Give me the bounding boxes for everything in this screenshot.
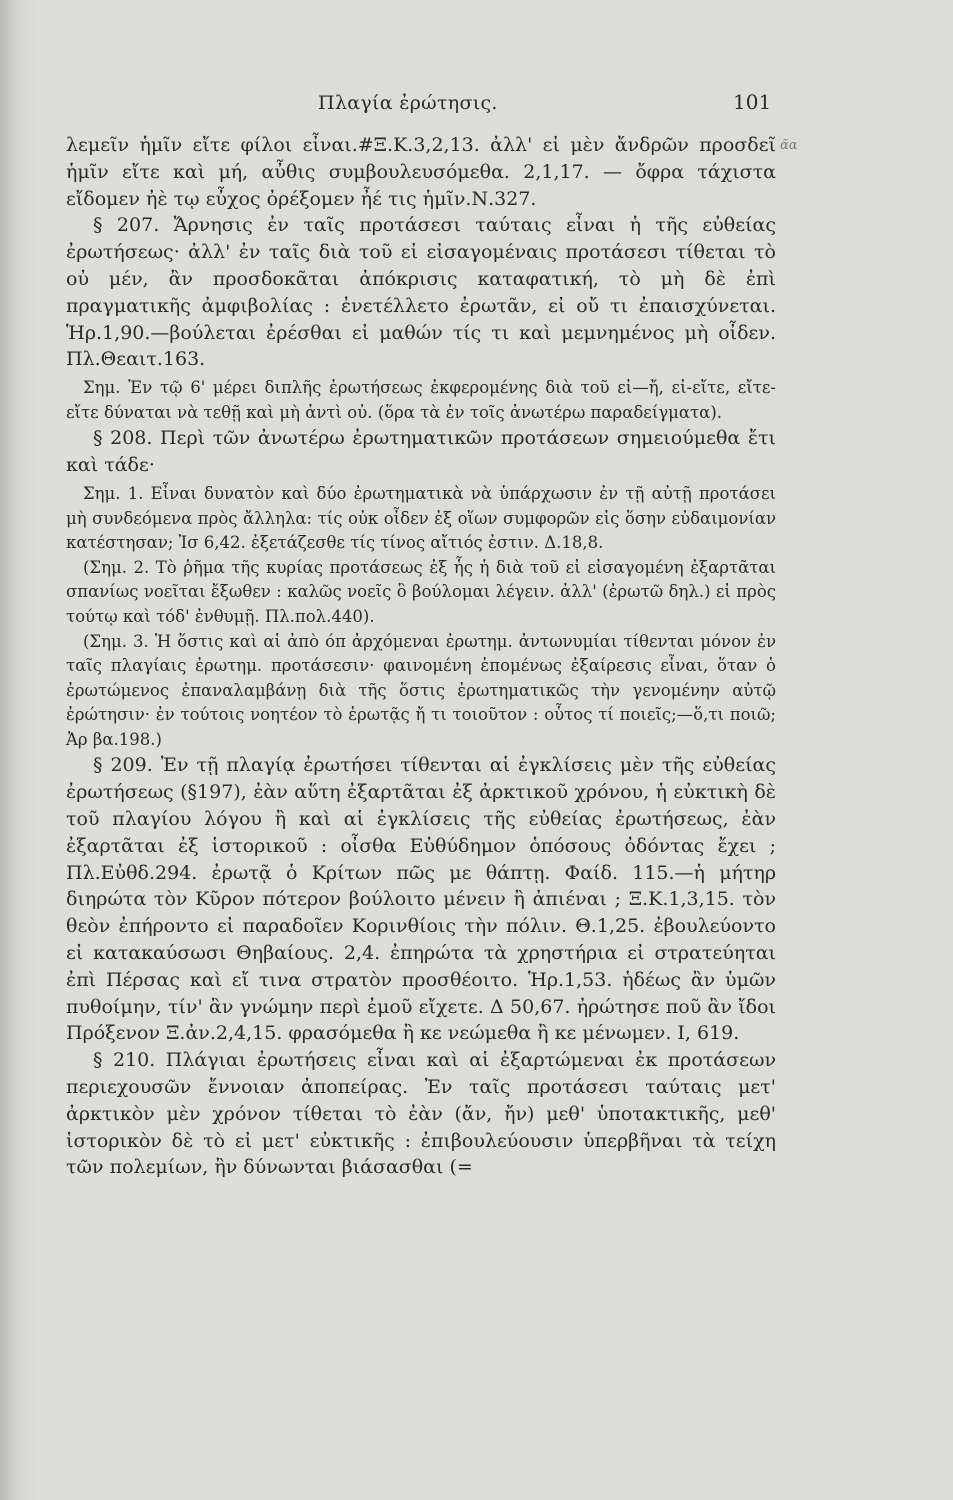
margin-annotation: ᾶα [780, 138, 798, 153]
page-header [0, 92, 953, 122]
section-208: § 208. Περὶ τῶν ἀνωτέρω ἐρωτηματικῶν προτάσεων σημειούμεθα ἔτι καὶ τάδε· [66, 427, 776, 477]
note-207: Σημ. Ἐν τῷ 6' μέρει διπλῆς ἐρωτήσεως ἐκφερομένης διὰ τοῦ εἰ—ἤ, εἰ-εἴτε, εἴτε-εἴτε δύναται νὰ τεθῇ καὶ μὴ ἀντὶ οὐ. (ὅρα τὰ ἐν τοῖς ἀνωτέρω παραδείγματα). [66, 378, 776, 422]
section-207: § 207. Ἄρνησις ἐν ταῖς προτάσεσι ταύταις εἶναι ἡ τῆς εὐθείας ἐρωτήσεως· ἀλλ' ἐν ταῖς διὰ τοῦ εἰ εἰσαγομέναις προτάσεσι τίθεται τὸ οὐ μέν, ἂν προσδοκᾶται ἀπόκρισις καταφατική, τὸ μὴ δὲ ἐπὶ πραγματικῆς ἀμφιβολίας : ἐνετέλλετο ἐρωτᾶν, εἰ οὔ τι ἐπαισχύνεται. Ἡρ.1,90.—βούλεται ἐρέσθαι εἰ μαθών τίς τι καὶ μεμνημένος μὴ οἶδεν. Πλ.Θεαιτ.163. [66, 214, 776, 371]
note-208-2: (Σημ. 2. Τὸ ῥῆμα τῆς κυρίας προτάσεως ἐξ ἧς ἡ διὰ τοῦ εἰ εἰσαγομένη ἐξαρτᾶται σπανίως νοεῖται ἔξωθεν : καλῶς νοεῖς ὃ βούλομαι λέγειν. ἀλλ' (ἐρωτῶ δηλ.) εἰ πρὸς τούτῳ καὶ τόδ' ἐνθυμῇ. Πλ.πολ.440). [66, 557, 776, 626]
note-208-3: (Σημ. 3. Ἡ ὅστις καὶ αἱ ἀπὸ όπ ἀρχόμεναι ἐρωτημ. ἀντωνυμίαι τίθενται μόνον ἐν ταῖς πλαγίαις ἐρωτημ. προτάσεσιν· φαινομένη ἑπομένως ἐξαίρεσις εἶναι, ὅταν ὁ ἐρωτώμενος ἐπαναλαμβάνῃ διὰ τῆς ὅστις ἐρωτηματικῶς τὴν γενομένην αὐτῷ ἐρώτησιν· ἐν τούτοις νοητέον τὸ ἐρωτᾷς ἤ τι τοιοῦτον : οὗτος τί ποιεῖς;—ὅ,τι ποιῶ; Ἀρ βα.198.) [66, 631, 776, 749]
page-number: 101 [733, 90, 772, 114]
text-body [66, 132, 776, 1181]
section-209: § 209. Ἐν τῇ πλαγίᾳ ἐρωτήσει τίθενται αἱ ἐγκλίσεις μὲν τῆς εὐθείας ἐρωτήσεως (§197), ἐὰν αὕτη ἐξαρτᾶται ἐξ ἀρκτικοῦ χρόνου, ἡ εὐκτικὴ δὲ τοῦ πλαγίου λόγου ἢ καὶ αἱ ἐγκλίσεις τῆς εὐθείας ἐρωτήσεως, ἐὰν ἐξαρτᾶται ἐξ ἱστορικοῦ : οἶσθα Εὐθύδημον ὁπόσους ὀδόντας ἔχει ; Πλ.Εὐθδ.294. ἐρωτᾷ ὁ Κρίτων πῶς με θάπτῃ. Φαίδ. 115.—ἡ μήτηρ διηρώτα τὸν Κῦρον πότερον βούλοιτο μένειν ἢ ἀπιέναι ; Ξ.Κ.1,3,15. τὸν θεὸν ἐπήροντο εἰ παραδοῖεν Κορινθίοις τὴν πόλιν. Θ.1,25. ἐβουλεύοντο εἰ κατακαύσωσι Θηβαίους. 2,4. ἐπηρώτα τὰ χρηστήρια εἰ στρατεύηται ἐπὶ Πέρσας καὶ εἴ τινα στρατὸν προσθέοιτο. Ἡρ.1,53. ἡδέως ἂν ὑμῶν πυθοίμην, τίν' ἂν γνώμην περὶ ἐμοῦ εἴχετε. Δ 50,67. ἠρώτησε ποῦ ἂν ἴδοι Πρόξενον Ξ.ἀν.2,4,15. φρασόμεθα ἢ κε νεώμεθα ἢ κε μένωμεν. Ι, 619. [66, 754, 776, 1045]
note-208-1: Σημ. 1. Εἶναι δυνατὸν καὶ δύο ἐρωτηματικὰ νὰ ὑπάρχωσιν ἐν τῇ αὐτῇ προτάσει μὴ συνδεόμενα πρὸς ἄλληλα: τίς οὐκ οἶδεν ἐξ οἵων συμφορῶν εἰς ὅσην εὐδαιμονίαν κατέστησαν; Ἰσ 6,42. ἐξετάζεσθε τίς τίνος αἴτιός ἐστιν. Δ.18,8. [66, 483, 776, 553]
section-210: § 210. Πλάγιαι ἐρωτήσεις εἶναι καὶ αἱ ἐξαρτώμεναι ἐκ προτάσεων περιεχουσῶν ἔννοιαν ἀποπείρας. Ἐν ταῖς προτάσεσι ταύταις μετ' ἀρκτικὸν μὲν χρόνον τίθεται τὸ ἐὰν (ἄν, ἤν) μεθ' ὑποτακτικῆς, μεθ' ἱστορικὸν δὲ τὸ εἰ μετ' εὐκτικῆς : ἐπιβουλεύουσιν ὑπερβῆναι τὰ τείχη τῶν πολεμίων, ἢν δύνωνται βιάσασθαι (= [66, 1049, 776, 1179]
running-title: Πλαγία ἐρώτησις. [318, 92, 498, 114]
paragraph-continuation: λεμεῖν ἡμῖν εἴτε φίλοι εἶναι.#Ξ.Κ.3,2,13. ἀλλ' εἰ μὲν ἄνδρῶν προσδεῖ ἡμῖν εἴτε καὶ μή, αὖθις συμβουλευσόμεθα. 2,1,17. — ὄφρα τάχιστα εἴδομεν ἠὲ τῳ εὖχος ὀρέξομεν ἦέ τις ἡμῖν.Ν.327. [66, 134, 776, 210]
